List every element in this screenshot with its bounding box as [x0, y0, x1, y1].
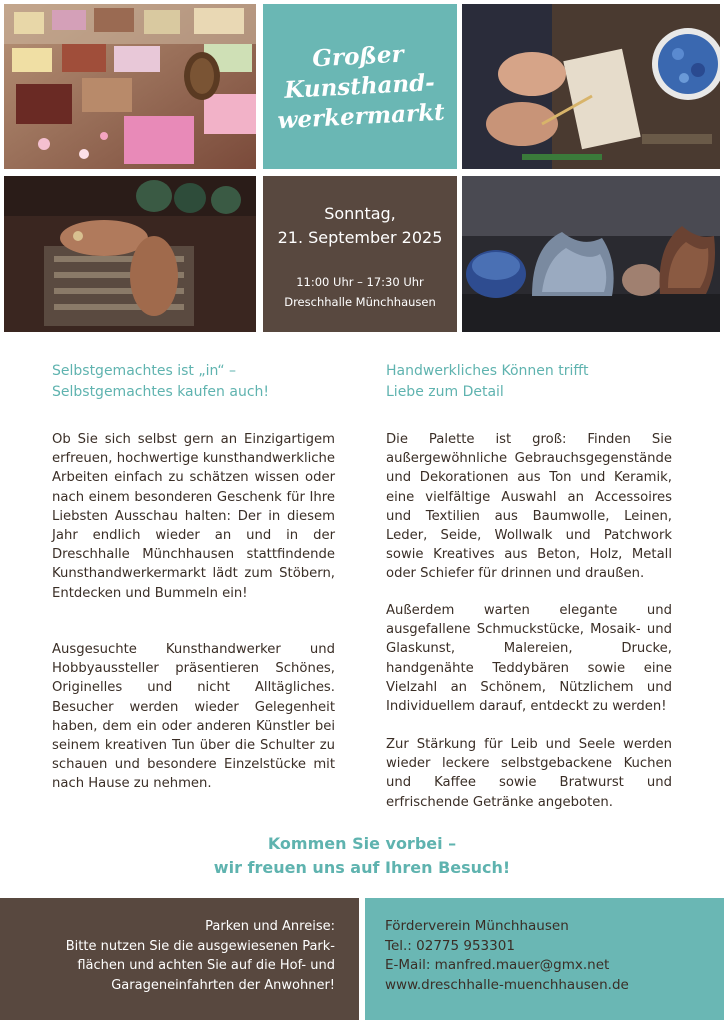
event-venue: Dreschhalle Münchhausen [284, 295, 436, 309]
event-title-box [263, 4, 457, 169]
invitation-text [0, 832, 724, 880]
contact-phone[interactable]: Tel.: 02775 953301 [385, 937, 515, 954]
right-paragraph-2: Außerdem warten elegante und ausgefallene Schmuckstücke, Mosaik- und Glaskunst, Malereien, Drucke, handgenähte Teddybären sowie eine Vielzahl an Schönem, Nützlichem und Individuellem darauf, entdeckt zu werden! [386, 603, 672, 715]
left-paragraph-1: Ob Sie sich selbst gern an Einzigartigem erfreuen, hochwertige kunsthandwerkliche Arbeiten einfach zu schätzen wissen oder nach einem besonderen Geschenk für Ihre Liebsten Ausschau halten: Der in diesem Jahr endlich wieder an und in der Dreschhalle Münchhausen stattfindende Kunsthandwerkermarkt lädt zum Stöbern, Entdecken und Bummeln ein! [52, 432, 335, 601]
contact-info [385, 917, 629, 995]
event-time: 11:00 Uhr – 17:30 Uhr [296, 275, 424, 289]
contact-org: Förderverein Münchhausen [385, 918, 569, 934]
photo-soaps [4, 4, 256, 169]
left-paragraph-2: Ausgesuchte Kunsthandwerker und Hobbyaussteller präsentieren Schönes, Originelles und nicht Alltägliches. Besucher werden wieder Gelegenheit haben, dem ein oder anderen Künstler bei seinem kreativen Tun über die Schulter zu schauen und besondere Einzelstücke mit nach Hause zu nehmen. [52, 642, 335, 792]
contact-website[interactable]: www.dreschhalle-muenchhausen.de [385, 976, 629, 993]
heading-line: Selbstgemachtes ist „in“ – [52, 363, 237, 379]
parking-line: flächen und achten Sie auf die Hof- und [77, 958, 335, 973]
invite-line: wir freuen uns auf Ihren Besuch! [213, 858, 511, 877]
parking-line: Parken und Anreise: [205, 919, 335, 934]
parking-info-box [0, 898, 359, 1020]
invite-line: Kommen Sie vorbei – [267, 834, 457, 853]
parking-info [66, 917, 335, 995]
title-line: Großer [312, 40, 405, 72]
left-column-heading [52, 361, 342, 403]
photo-painting [462, 4, 720, 169]
photo-ceramics [462, 176, 720, 332]
parking-line: Bitte nutzen Sie die ausgewiesenen Park- [65, 938, 335, 954]
right-paragraph-3: Zur Stärkung für Leib und Seele werden wieder leckere selbstgebackene Kuchen und Kaffee sowie Bratwurst und erfrischende Getränke angeboten. [386, 737, 672, 810]
right-column-heading [386, 361, 686, 403]
contact-email[interactable]: E-Mail: manfred.mauer@gmx.net [385, 957, 610, 973]
event-day: Sonntag, [324, 204, 396, 223]
title-line: Kunsthand- [284, 68, 436, 104]
heading-line: Handwerkliches Können trifft [386, 363, 589, 379]
event-date: 21. September 2025 [277, 228, 443, 247]
contact-box [365, 898, 724, 1020]
heading-line: Selbstgemachtes kaufen auch! [52, 384, 270, 400]
right-paragraph-1: Die Palette ist groß: Finden Sie außergewöhnliche Gebrauchsgegenstände und Dekorationen aus Ton und Keramik, eine vielfältige Auswahl an Accessoires und Textilien aus Baumwolle, Leinen, Leder, Seide, Wollwalk und Patchwork sowie Kreatives aus Beton, Holz, Metall oder Schiefer für drinnen und draußen. [386, 432, 672, 582]
parking-line: Garageneinfahrten der Anwohner! [111, 977, 335, 993]
event-title [274, 37, 446, 136]
event-date-box [263, 176, 457, 332]
photo-jewelry [4, 176, 256, 332]
title-line: werkermarkt [277, 98, 446, 134]
heading-line: Liebe zum Detail [386, 384, 504, 400]
